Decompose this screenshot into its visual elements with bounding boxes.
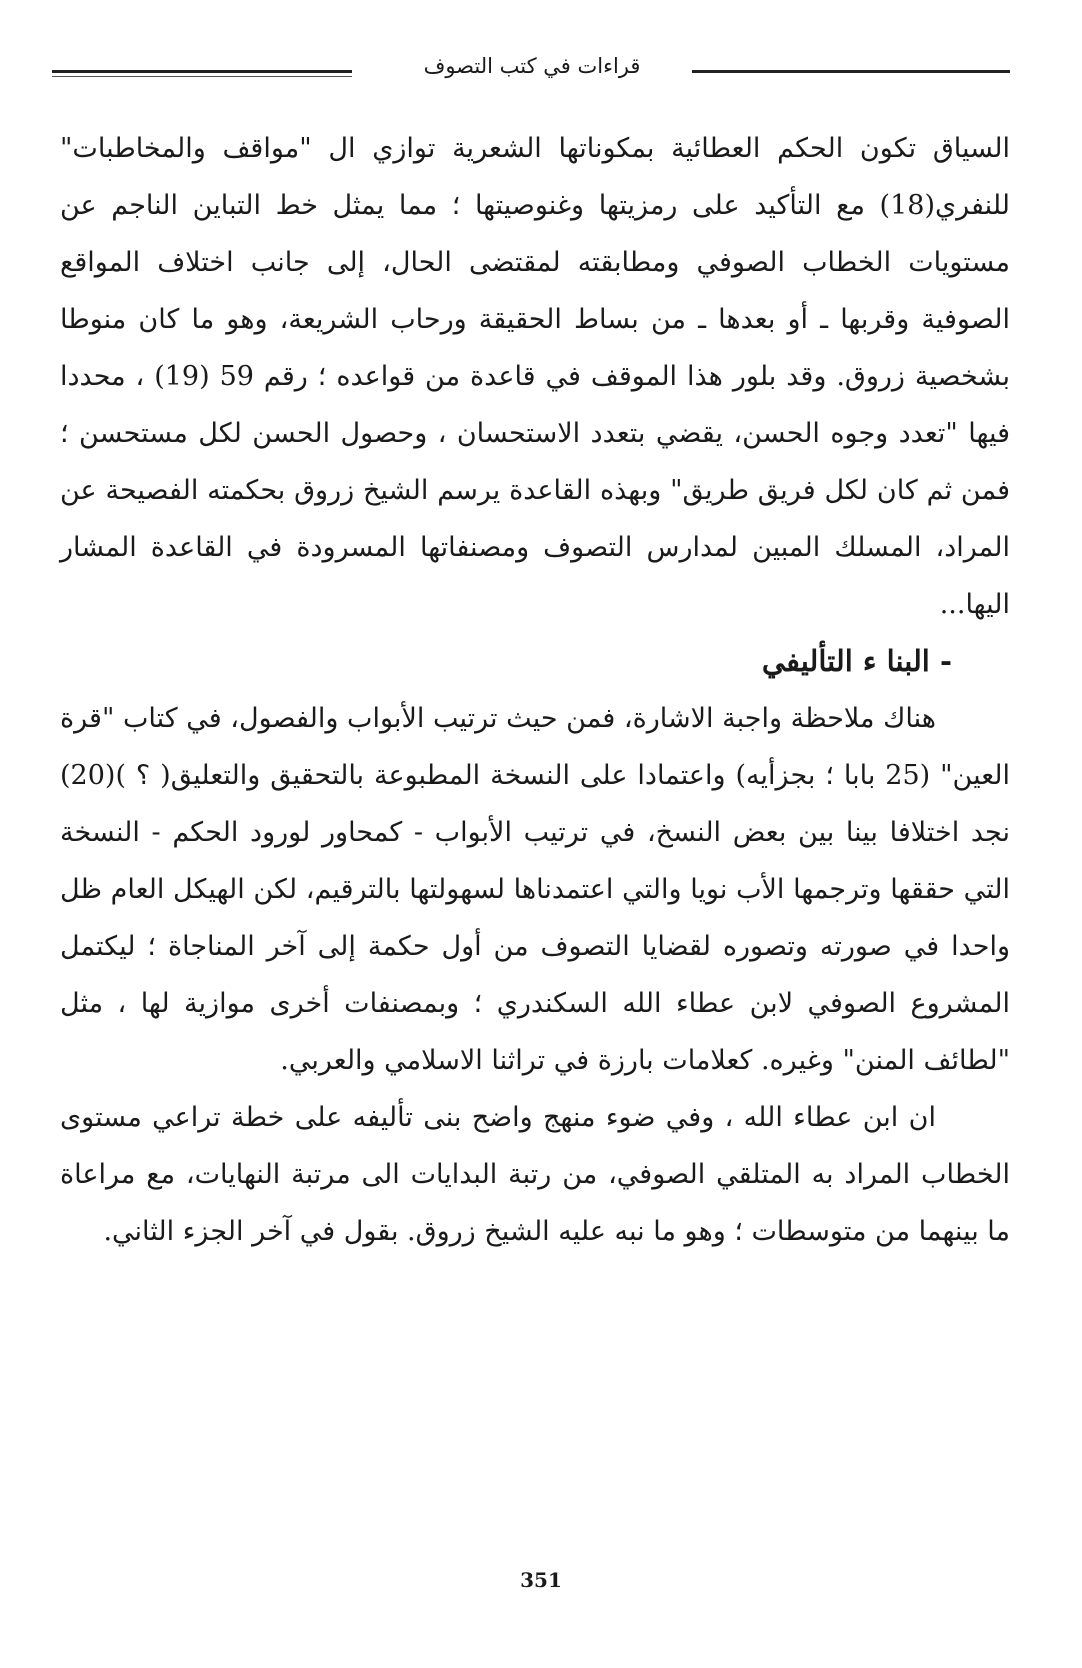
- paragraph-1: السياق تكون الحكم العطائية بمكوناتها الشعرية توازي ال "مواقف والمخاطبات" للنفري(18) مع التأكيد على رمزيتها وغنوصيتها ؛ مما يمثل خط التباين الناجم عن مستويات الخطاب الصوفي ومطابقته لمقتضى الحال، إلى جانب اختلاف المواقع الصوفية وقربها ـ أو بعدها ـ من بساط الحقيقة ورحاب الشريعة، وهو ما كان منوطا بشخصية زروق. وقد بلور هذا الموقف في قاعدة من قواعده ؛ رقم 59 (19) ، محددا فيها "تعدد وجوه الحسن، يقضي بتعدد الاستحسان ، وحصول الحسن لكل مستحسن ؛ فمن ثم كان لكل فريق طريق" وبهذه القاعدة يرسم الشيخ زروق بحكمته الفصيحة عن المراد، المسلك المبين لمدارس التصوف ومصنفاتها المسرودة في القاعدة المشار اليها...: [60, 133, 1010, 620]
- running-header-title: قراءات في كتب التصوف: [423, 54, 641, 78]
- header-rule-right: [692, 70, 1010, 73]
- section-heading: - البنا ء التأليفي: [761, 644, 952, 678]
- paragraph-3: ان ابن عطاء الله ، وفي ضوء منهج واضح بنى تأليفه على خطة تراعي مستوى الخطاب المراد به المتلقي الصوفي، من رتبة البدايات الى مرتبة النهايات، مع مراعاة ما بينهما من متوسطات ؛ وهو ما نبه عليه الشيخ زروق. بقول في آخر الجزء الثاني.: [60, 1102, 1010, 1247]
- page-body: [60, 120, 1010, 1260]
- running-header: [52, 52, 1010, 86]
- page-number: 351: [520, 1568, 562, 1592]
- header-rule-left: [52, 70, 352, 73]
- paragraph-2: هناك ملاحظة واجبة الاشارة، فمن حيث ترتيب الأبواب والفصول، في كتاب "قرة العين" (25 بابا ؛ بجزأيه) واعتمادا على النسخة المطبوعة بالتحقيق والتعليق( ؟ )(20) نجد اختلافا بينا بين بعض النسخ، في ترتيب الأبواب - كمحاور لورود الحكم - النسخة التي حققها وترجمها الأب نويا والتي اعتمدناها لسهولتها بالترقيم، لكن الهيكل العام ظل واحدا في صورته وتصوره لقضايا التصوف من أول حكمة إلى آخر المناجاة ؛ ليكتمل المشروع الصوفي لابن عطاء الله السكندري ؛ وبمصنفات أخرى موازية لها ، مثل "لطائف المنن" وغيره. كعلامات بارزة في تراثنا الاسلامي والعربي.: [60, 703, 1010, 1076]
